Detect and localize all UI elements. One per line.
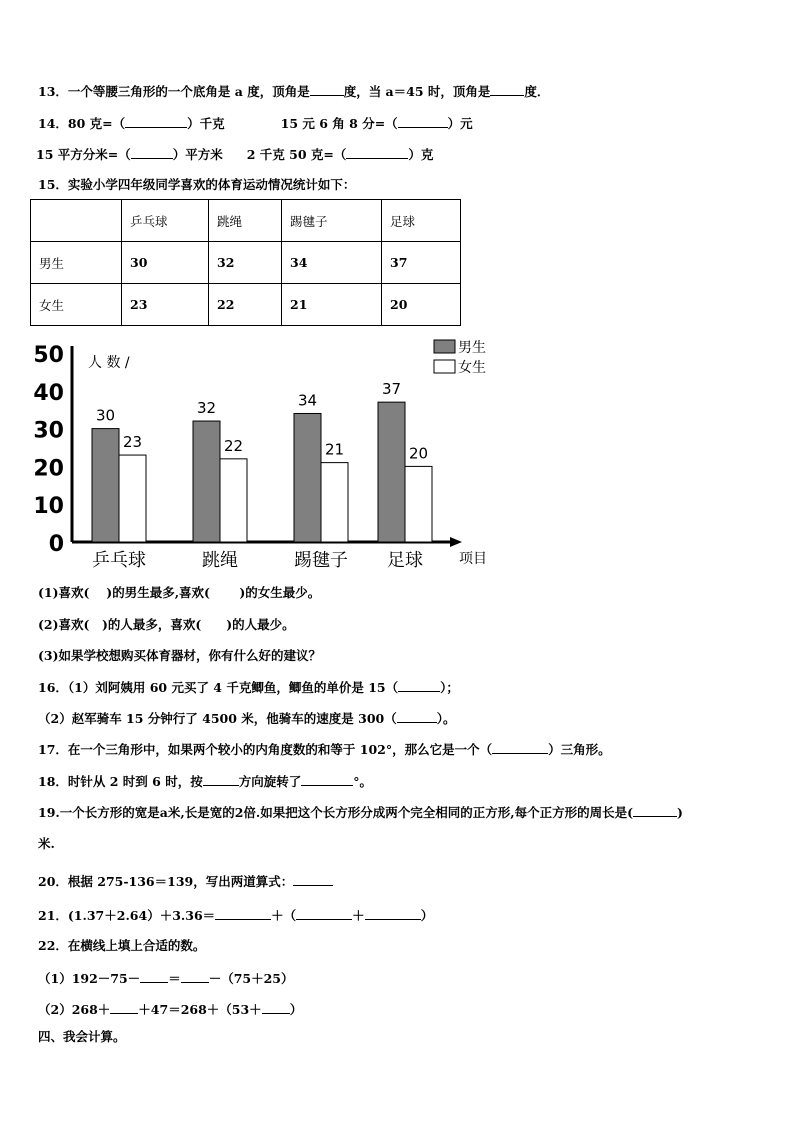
bar xyxy=(405,466,432,542)
y-axis-label: 人 数 / xyxy=(88,355,130,371)
y-tick-label: 40 xyxy=(33,380,64,406)
legend-label: 男生 xyxy=(458,340,486,356)
table-cell xyxy=(31,200,122,242)
table-row xyxy=(31,284,461,326)
bar-chart xyxy=(30,334,500,574)
table-cell: 乒乓球 xyxy=(122,200,209,242)
bar xyxy=(378,402,405,542)
question-22-line-2: （2）268＋ ＋47＝268＋（53＋ ） xyxy=(38,1002,303,1017)
answer-blank[interactable] xyxy=(293,873,333,886)
answer-blank[interactable] xyxy=(346,146,408,159)
question-20: 20．根据 275-136＝139，写出两道算式： xyxy=(38,873,333,890)
table-cell: 女生 xyxy=(31,284,122,326)
answer-blank[interactable] xyxy=(296,907,352,920)
bar xyxy=(193,421,220,542)
question-16-line-1: 16．（1）刘阿姨用 60 元买了 4 千克鲫鱼，鲫鱼的单价是 15（ ）； xyxy=(38,680,459,695)
answer-blank[interactable] xyxy=(110,1001,138,1014)
data-label: 23 xyxy=(122,433,143,452)
question-13: 13．一个等腰三角形的一个底角是 a 度，顶角是 度，当 a＝45 时，顶角是 度． xyxy=(38,84,550,99)
data-label: 37 xyxy=(381,380,402,399)
question-19: 19.一个长方形的宽是a米,长是宽的2倍.如果把这个长方形分成两个完全相同的正方形,每个正方形的周长是( ) xyxy=(38,805,683,820)
y-tick-label: 50 xyxy=(33,343,64,368)
answer-blank[interactable] xyxy=(131,146,173,159)
y-tick-label: 20 xyxy=(33,456,64,482)
table-cell: 21 xyxy=(282,284,382,326)
data-label: 22 xyxy=(223,436,244,455)
data-label: 34 xyxy=(297,391,318,410)
data-label: 21 xyxy=(324,440,345,459)
bar xyxy=(92,429,119,542)
question-16-line-2: （2）赵军骑车 15 分钟行了 4500 米，他骑车的速度是 300（ ）。 xyxy=(38,711,456,726)
table-cell: 37 xyxy=(382,242,461,284)
answer-blank[interactable] xyxy=(215,907,271,920)
table-row xyxy=(31,242,461,284)
table-cell: 跳绳 xyxy=(209,200,282,242)
y-tick-label: 0 xyxy=(48,532,64,557)
answer-blank[interactable] xyxy=(140,970,168,983)
legend-label: 女生 xyxy=(458,360,486,376)
bar xyxy=(220,459,247,542)
question-14-line-1: 14．80 克=（ ）千克 15 元 6 角 8 分=（ ）元 xyxy=(38,116,473,131)
table-cell: 足球 xyxy=(382,200,461,242)
answer-blank[interactable] xyxy=(203,773,239,786)
bar xyxy=(321,463,348,542)
answer-blank[interactable] xyxy=(181,970,209,983)
answer-blank[interactable] xyxy=(125,115,187,128)
question-21: 21．(1.37＋2.64）＋3.36＝ ＋（ ＋ ） xyxy=(38,908,434,923)
question-15-part-2: (2)喜欢( )的人最多，喜欢( )的人最少。 xyxy=(38,617,295,632)
x-axis-label: 项目 xyxy=(459,551,487,567)
legend-swatch xyxy=(434,360,455,373)
x-tick-label: 乒乓球 xyxy=(92,550,146,571)
question-19-unit: 米. xyxy=(38,836,55,851)
x-tick-label: 足球 xyxy=(387,550,423,571)
question-15-part-3: (3)如果学校想购买体育器材，你有什么好的建议？ xyxy=(38,648,322,663)
stats-table xyxy=(30,199,461,326)
section-4-heading: 四、我会计算。 xyxy=(38,1029,126,1044)
y-tick-label: 10 xyxy=(33,494,64,520)
question-17: 17．在一个三角形中，如果两个较小的内角度数的和等于 102°，那么它是一个（ ）三角形。 xyxy=(38,742,611,757)
bar xyxy=(119,455,146,542)
question-22-intro: 22．在横线上填上合适的数。 xyxy=(38,938,206,953)
table-cell: 20 xyxy=(382,284,461,326)
answer-blank[interactable] xyxy=(365,907,421,920)
table-cell: 32 xyxy=(209,242,282,284)
answer-blank[interactable] xyxy=(262,1001,290,1014)
y-tick-label: 30 xyxy=(33,418,64,444)
answer-blank[interactable] xyxy=(398,115,448,128)
table-cell: 男生 xyxy=(31,242,122,284)
answer-blank[interactable] xyxy=(490,83,524,96)
data-label: 20 xyxy=(408,444,429,463)
x-tick-label: 跳绳 xyxy=(202,550,238,571)
table-cell: 23 xyxy=(122,284,209,326)
table-cell: 30 xyxy=(122,242,209,284)
table-cell: 22 xyxy=(209,284,282,326)
answer-blank[interactable] xyxy=(633,804,677,817)
question-15-part-1: (1)喜欢( )的男生最多,喜欢( )的女生最少。 xyxy=(38,585,321,600)
x-tick-label: 踢毽子 xyxy=(294,550,348,571)
data-label: 30 xyxy=(95,406,116,425)
answer-blank[interactable] xyxy=(397,710,437,723)
question-18: 18．时针从 2 时到 6 时，按 方向旋转了 °。 xyxy=(38,774,372,789)
answer-blank[interactable] xyxy=(492,741,548,754)
question-14-line-2: 15 平方分米=（ ）平方米 2 千克 50 克=（ ）克 xyxy=(36,147,434,162)
answer-blank[interactable] xyxy=(398,679,440,692)
table-cell: 踢毽子 xyxy=(282,200,382,242)
legend-swatch xyxy=(434,340,455,353)
question-15-intro: 15．实验小学四年级同学喜欢的体育运动情况统计如下： xyxy=(38,177,356,192)
table-cell: 34 xyxy=(282,242,382,284)
answer-blank[interactable] xyxy=(301,773,353,786)
table-header-row xyxy=(31,200,461,242)
question-22-line-1: （1）192－75－ ＝ －（75＋25） xyxy=(38,971,294,986)
data-label: 32 xyxy=(196,399,217,418)
x-axis-arrow xyxy=(450,537,462,547)
answer-blank[interactable] xyxy=(310,83,344,96)
bar xyxy=(294,413,321,542)
